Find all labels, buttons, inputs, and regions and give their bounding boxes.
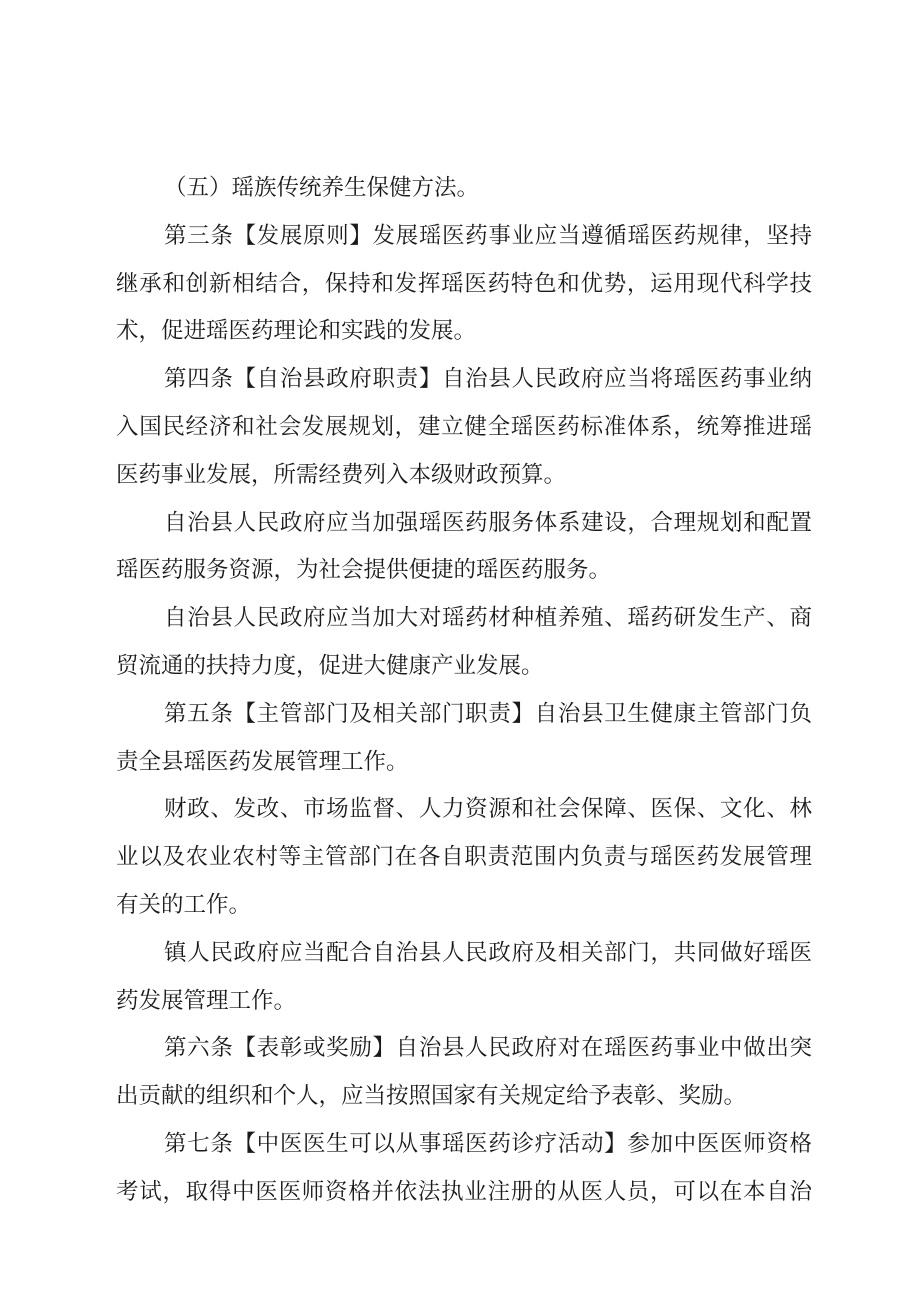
- text-line: 业以及农业农村等主管部门在各自职责范围内负责与瑶医药发展管理: [116, 844, 812, 871]
- text-line: 第七条【中医医生可以从事瑶医药诊疗活动】参加中医医师资格: [164, 1130, 812, 1157]
- text-line: 自治县人民政府应当加大对瑶药材种植养殖、瑶药研发生产、商: [164, 605, 812, 632]
- text-line: 医药事业发展，所需经费列入本级财政预算。: [116, 461, 567, 488]
- text-line: 贸流通的扶持力度，促进大健康产业发展。: [116, 652, 544, 679]
- text-line: 自治县人民政府应当加强瑶医药服务体系建设，合理规划和配置: [164, 509, 812, 536]
- text-line: 第五条【主管部门及相关部门职责】自治县卫生健康主管部门负: [164, 700, 812, 727]
- text-line: 第四条【自治县政府职责】自治县人民政府应当将瑶医药事业纳: [164, 366, 812, 393]
- text-line: 第三条【发展原则】发展瑶医药事业应当遵循瑶医药规律，坚持: [164, 222, 812, 249]
- text-line: 考试，取得中医医师资格并依法执业注册的从医人员，可以在本自治: [116, 1178, 812, 1205]
- text-line: 责全县瑶医药发展管理工作。: [116, 748, 409, 775]
- text-line: 镇人民政府应当配合自治县人民政府及相关部门，共同做好瑶医: [164, 939, 812, 966]
- text-line: 入国民经济和社会发展规划，建立健全瑶医药标准体系，统筹推进瑶: [116, 413, 812, 440]
- text-line: 瑶医药服务资源，为社会提供便捷的瑶医药服务。: [116, 557, 612, 584]
- text-line: （五）瑶族传统养生保健方法。: [164, 175, 480, 201]
- text-line: 药发展管理工作。: [116, 987, 297, 1014]
- text-line: 第六条【表彰或奖励】自治县人民政府对在瑶医药事业中做出突: [164, 1035, 812, 1062]
- text-line: 出贡献的组织和个人，应当按照国家有关规定给予表彰、奖励。: [116, 1083, 747, 1110]
- text-line: 术，促进瑶医药理论和实践的发展。: [116, 318, 477, 345]
- text-line: 财政、发改、市场监督、人力资源和社会保障、医保、文化、林: [164, 796, 812, 823]
- body-text: [116, 165, 812, 1217]
- text-line: 继承和创新相结合，保持和发挥瑶医药特色和优势，运用现代科学技: [116, 270, 812, 297]
- text-line: 有关的工作。: [116, 891, 252, 918]
